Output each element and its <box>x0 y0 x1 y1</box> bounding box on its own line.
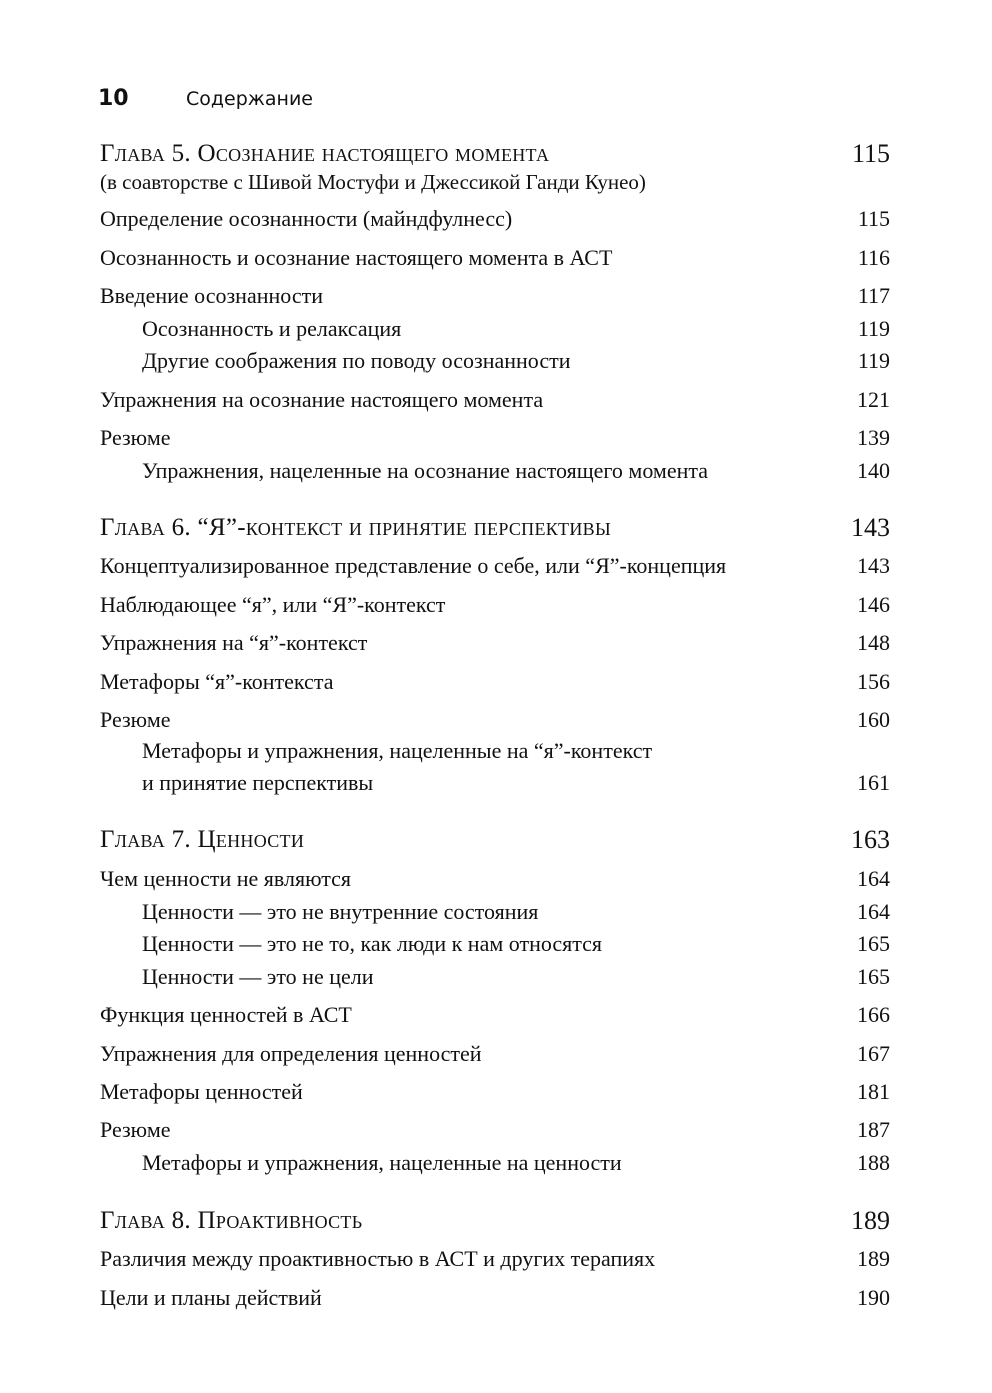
entry-label: и принятие перспективы <box>142 770 374 795</box>
page-ref: 189 <box>857 1246 890 1271</box>
page-ref: 121 <box>857 387 890 412</box>
entry-label: Ценности — это не цели <box>142 964 374 989</box>
toc-subentry <box>100 1147 890 1179</box>
toc-entry <box>100 1038 890 1070</box>
entry-label: Определение осознанности (майндфулнесс) <box>100 206 513 231</box>
entry-label: Метафоры и упражнения, нацеленные на “я”-контекст <box>142 738 653 763</box>
entry-label: Резюме <box>100 425 171 450</box>
page-ref: 119 <box>857 316 890 341</box>
entry-label: Метафоры ценностей <box>100 1079 303 1104</box>
entry-label: Метафоры и упражнения, нацеленные на ценности <box>142 1150 622 1175</box>
toc-entry <box>100 280 890 312</box>
toc-entry <box>100 1114 890 1146</box>
toc-entry <box>100 999 890 1031</box>
page-ref: 165 <box>857 964 890 989</box>
running-title: Содержание <box>186 88 313 110</box>
page-ref: 166 <box>857 1002 890 1027</box>
toc-entry <box>100 1076 890 1108</box>
page-ref: 115 <box>857 206 890 231</box>
page-ref: 116 <box>857 245 890 270</box>
page-ref: 156 <box>857 669 890 694</box>
entry-label: Введение осознанности <box>100 283 323 308</box>
page-ref: 140 <box>857 458 890 483</box>
entry-label: Наблюдающее “я”, или “Я”-контекст <box>100 592 446 617</box>
page-ref: 187 <box>857 1117 890 1142</box>
toc-entry <box>100 627 890 659</box>
chapter-title: Глава 6. “Я”-контекст и принятие перспективы <box>100 514 611 541</box>
chapter-heading <box>100 1203 890 1239</box>
chapter-title: Глава 7. Ценности <box>100 826 305 853</box>
entry-label: Осознанность и осознание настоящего момента в АСТ <box>100 245 613 270</box>
toc-subentry <box>100 928 890 960</box>
toc-entry <box>100 704 890 736</box>
page-ref: 167 <box>857 1041 890 1066</box>
chapter-title: Глава 8. Проактивность <box>100 1207 363 1234</box>
toc-subentry <box>100 896 890 928</box>
subtitle-text: (в соавторстве с Шивой Мостуфи и Джессикой Ганди Кунео) <box>100 170 646 194</box>
page-ref: 146 <box>857 592 890 617</box>
page-ref: 115 <box>851 139 890 168</box>
page-ref: 163 <box>851 825 890 854</box>
toc-entry <box>100 1282 890 1314</box>
page-ref: 139 <box>857 425 890 450</box>
toc-entry <box>100 203 890 235</box>
entry-label: Функция ценностей в АСТ <box>100 1002 352 1027</box>
page-ref: 188 <box>857 1150 890 1175</box>
toc-entry <box>100 863 890 895</box>
entry-label: Упражнения на “я”-контекст <box>100 630 368 655</box>
page-ref: 119 <box>857 348 890 373</box>
page-ref: 161 <box>857 770 890 795</box>
page-ref: 160 <box>857 707 890 732</box>
entry-label: Другие соображения по поводу осознанности <box>142 348 571 373</box>
toc-entry <box>100 666 890 698</box>
page-ref: 117 <box>857 283 890 308</box>
entry-label: Упражнения на осознание настоящего момента <box>100 387 544 412</box>
chapter-subtitle <box>100 166 890 198</box>
entry-label: Метафоры “я”-контекста <box>100 669 334 694</box>
page-ref: 164 <box>857 866 890 891</box>
page-ref: 143 <box>857 553 890 578</box>
entry-label: Цели и планы действий <box>100 1285 322 1310</box>
toc-entry <box>100 384 890 416</box>
chapter-title: Глава 5. Осознание настоящего момента <box>100 140 550 167</box>
toc-entry <box>100 422 890 454</box>
entry-label: Чем ценности не являются <box>100 866 352 891</box>
page-number: 10 <box>98 86 129 111</box>
chapter-heading <box>100 510 890 546</box>
entry-label: Различия между проактивностью в АСТ и других терапиях <box>100 1246 656 1271</box>
page-ref: 181 <box>857 1079 890 1104</box>
toc-subentry <box>100 313 890 345</box>
toc-entry <box>100 550 890 582</box>
entry-label: Упражнения для определения ценностей <box>100 1041 482 1066</box>
page-ref: 148 <box>857 630 890 655</box>
page-ref: 190 <box>857 1285 890 1310</box>
toc-subentry-continuation <box>100 767 890 799</box>
toc-entry <box>100 589 890 621</box>
entry-label: Концептуализированное представление о себе, или “Я”-концепция <box>100 553 727 578</box>
entry-label: Резюме <box>100 1117 171 1142</box>
entry-label: Ценности — это не внутренние состояния <box>142 899 539 924</box>
entry-label: Ценности — это не то, как люди к нам относятся <box>142 931 603 956</box>
toc-subentry <box>100 345 890 377</box>
entry-label: Упражнения, нацеленные на осознание настоящего момента <box>142 458 709 483</box>
chapter-heading <box>100 822 890 858</box>
toc-subentry <box>100 961 890 993</box>
page-ref: 143 <box>851 513 890 542</box>
page-ref: 165 <box>857 931 890 956</box>
toc-subentry <box>100 455 890 487</box>
page-ref: 189 <box>851 1206 890 1235</box>
entry-label: Осознанность и релаксация <box>142 316 402 341</box>
toc-entry <box>100 242 890 274</box>
toc-entry <box>100 1243 890 1275</box>
entry-label: Резюме <box>100 707 171 732</box>
page-ref: 164 <box>857 899 890 924</box>
toc-subentry <box>100 735 890 767</box>
